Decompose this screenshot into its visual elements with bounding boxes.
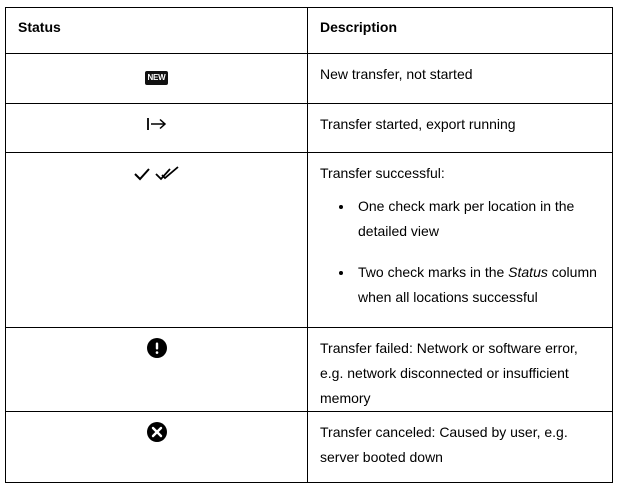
bullet-list	[320, 194, 604, 310]
description-text: Transfer successful:	[320, 165, 445, 181]
status-cell	[6, 54, 308, 104]
description-cell: Transfer canceled: Caused by user, e.g. server booted down	[308, 412, 613, 483]
transfer-arrow-icon	[146, 116, 168, 135]
check-marks-icon	[133, 166, 181, 185]
table-row	[6, 54, 613, 104]
table-row	[6, 153, 613, 328]
description-column-header: Description	[308, 8, 613, 54]
table-header-row	[6, 8, 613, 54]
status-cell	[6, 328, 308, 412]
new-badge-icon: NEW	[145, 67, 167, 85]
status-cell	[6, 104, 308, 153]
list-item: • One check mark per location in the detailed view	[354, 194, 604, 244]
exclamation-circle-icon	[147, 338, 167, 361]
x-circle-icon	[147, 422, 167, 445]
status-cell	[6, 412, 308, 483]
table-row	[6, 104, 613, 153]
description-cell: New transfer, not started	[308, 54, 613, 104]
status-cell	[6, 153, 308, 328]
table-row	[6, 328, 613, 412]
status-column-header: Status	[6, 8, 308, 54]
description-cell: Transfer failed: Network or software error, e.g. network disconnected or insufficient memory	[308, 328, 613, 412]
description-cell	[308, 153, 613, 328]
table-row	[6, 412, 613, 483]
description-cell: Transfer started, export running	[308, 104, 613, 153]
list-item: • Two check marks in the Status column when all locations successful	[354, 260, 604, 310]
status-table	[5, 7, 613, 483]
